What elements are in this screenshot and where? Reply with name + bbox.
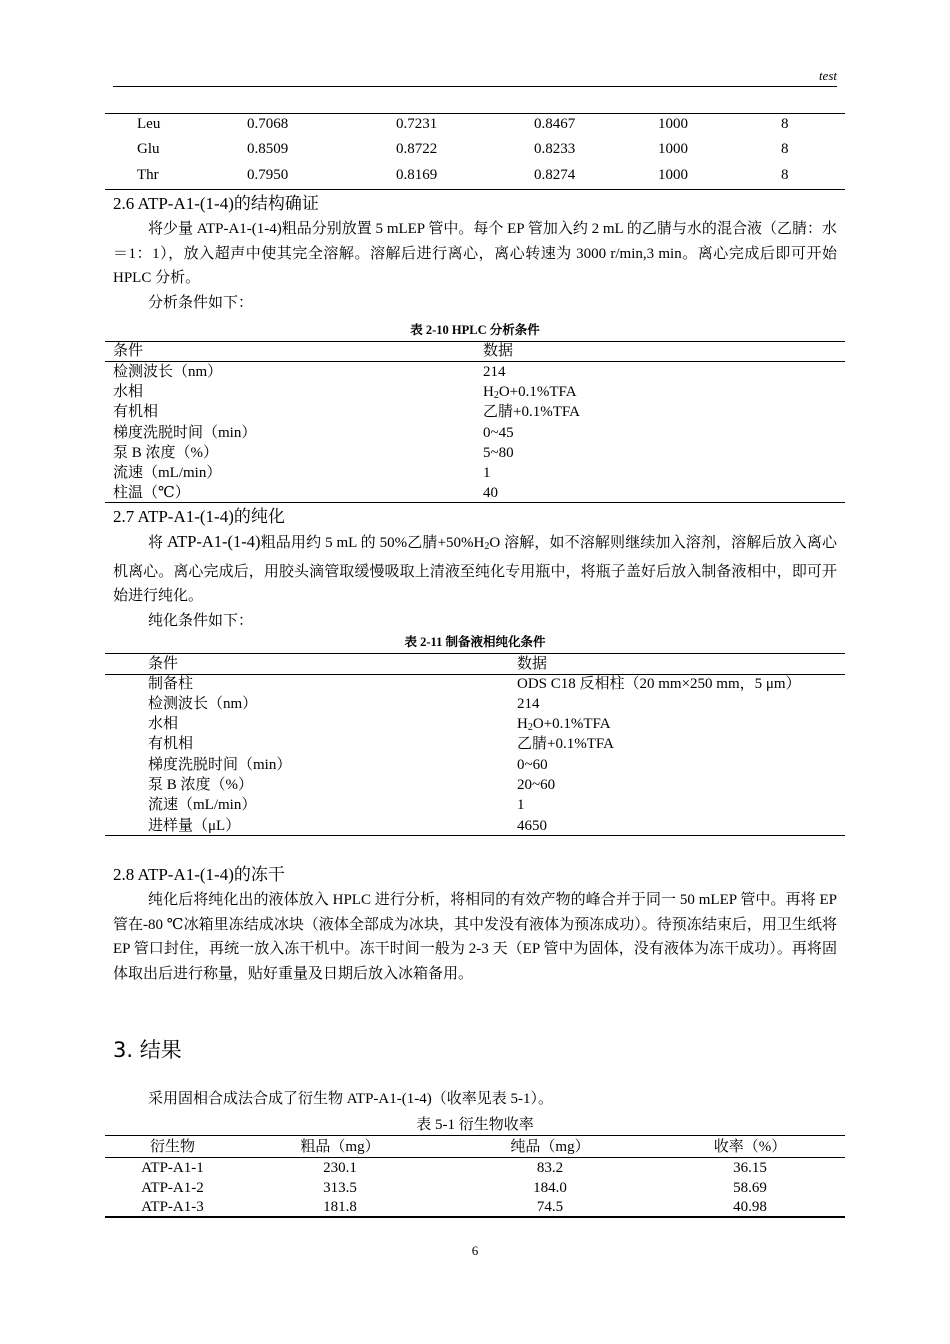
table-header-cell: 收率（%）	[713, 1139, 787, 1155]
page-number: 6	[471, 1243, 479, 1258]
table-cell: 313.5	[323, 1180, 357, 1196]
table-cell: 0.7231	[396, 116, 438, 132]
table-cell: 40.98	[733, 1199, 767, 1215]
table-cell: 乙腈+0.1%TFA	[483, 404, 580, 420]
compound-name: ATP-A1-(1-4)	[167, 532, 261, 551]
table-cell: 83.2	[536, 1160, 564, 1176]
table-cell: 214	[483, 364, 506, 380]
table-cell: 36.15	[733, 1160, 767, 1176]
table-caption: 表 2-10 HPLC 分析条件	[410, 323, 540, 337]
table-cell: 0~45	[483, 425, 514, 441]
table-cell: 1000	[658, 167, 688, 183]
paragraph: 分析条件如下：	[148, 294, 254, 311]
table-cell: 181.8	[323, 1199, 357, 1215]
section-number: 2.8 ATP-A1-(1-4)	[113, 865, 234, 884]
table-top-rule	[105, 341, 845, 342]
table-cell: 40	[483, 485, 498, 501]
table-cell: 1	[517, 797, 525, 813]
table-cell: 0.8233	[534, 141, 576, 157]
table-header-cell: 条件	[113, 343, 144, 359]
section-heading-3: 3. 结果	[113, 1038, 182, 1062]
section-title: 的结构确证	[233, 194, 319, 214]
table-cell: 梯度洗脱时间（min）	[113, 425, 257, 441]
table-cell: 0.7950	[247, 167, 289, 183]
table-cell: 230.1	[323, 1160, 357, 1176]
table-cell: ATP-A1-2	[141, 1180, 204, 1196]
section-2-8-body	[113, 888, 837, 986]
table-cell: 检测波长（nm）	[113, 364, 223, 380]
table-header-cell: 数据	[517, 656, 548, 672]
table-cell: 0.8274	[534, 167, 576, 183]
table-cell: Thr	[137, 167, 159, 183]
section-heading-2-8	[113, 864, 285, 886]
table-cell: 水相	[148, 716, 179, 732]
table-cell: 有机相	[148, 736, 194, 752]
section-heading-2-6	[113, 193, 319, 215]
table-cell: ATP-A1-1	[141, 1160, 204, 1176]
table-cell: 梯度洗脱时间（min）	[148, 757, 292, 773]
table-cell: 4650	[517, 818, 547, 834]
subscript: 2	[493, 390, 499, 401]
formula-text: O+0.1%TFA	[532, 716, 611, 732]
table-cell: 进样量（μL）	[148, 818, 241, 834]
paragraph: 将少量 ATP-A1-(1-4)粗品分别放置 5 mLEP 管中。每个 EP 管加入约 2 mL 的乙腈与水的混合液（乙腈：水＝1：1），放入超声中使其完全溶解。溶解后进行离心，离心转速为 3000 r/min,3 min。离心完成后即可开始 HPLC 分析。	[113, 221, 837, 286]
table-cell: 检测波长（nm）	[148, 696, 258, 712]
section-number: 2.6 ATP-A1-(1-4)	[113, 194, 234, 213]
table-cell: 柱温（℃）	[113, 485, 190, 501]
section-title: 的冻干	[233, 865, 285, 885]
paragraph: 纯化后将纯化出的液体放入 HPLC 进行分析，将相同的有效产物的峰合并于同一 50 mLEP 管中。再将 EP 管在-80 ℃冰箱里冻结成冰块（液体全部成为冰块，其中发没有液体为预冻成功）。待预冻结束后，用卫生纸将 EP 管口封住，再统一放入冻干机中。冻干时间一般为 2-3 天（EP 管中为固体，没有液体为冻干成功）。再将固体取出后进行称量，贴好重量及日期后放入冰箱备用。	[113, 892, 837, 982]
paragraph: 采用固相合成法合成了衍生物 ATP-A1-(1-4)（收率见表 5-1）。	[148, 1091, 553, 1107]
table-header-cell: 数据	[483, 343, 514, 359]
table-cell: 1000	[658, 116, 688, 132]
table-cell: 0.8467	[534, 116, 576, 132]
table-cell: 制备柱	[148, 676, 194, 692]
table-cell: 水相	[113, 384, 144, 400]
text-run: O 溶解，如不溶解则继续加入溶剂，溶解后放入离心机离心。离心完成后，用胶头滴管取缓慢吸取上清液至纯化专用瓶中，将瓶子盖好后放入制备液相中，即可开始进行纯化。	[113, 535, 837, 604]
paragraph: 纯化条件如下：	[148, 612, 254, 629]
formula-text: H	[517, 716, 528, 732]
header-rule	[113, 86, 837, 87]
table-cell: 1000	[658, 141, 688, 157]
formula-text: O+0.1%TFA	[498, 384, 577, 400]
table-cell: 74.5	[536, 1199, 564, 1215]
table-cell: 214	[517, 696, 540, 712]
table-cell: Leu	[137, 116, 161, 132]
table-bottom-rule	[105, 1216, 845, 1218]
table-cell: ATP-A1-3	[141, 1199, 204, 1215]
text-run: 粗品用约 5 mL 的 50%乙腈+50%H	[260, 535, 485, 551]
table-cell: ODS C18 反相柱（20 mm×250 mm，5 μm）	[517, 676, 801, 692]
table-cell: 0~60	[517, 757, 548, 773]
subscript: 2	[484, 541, 490, 552]
table-header-cell: 纯品（mg）	[510, 1139, 590, 1155]
table-cell: 流速（mL/min）	[148, 797, 257, 813]
table-caption: 表 5-1 衍生物收率	[416, 1117, 534, 1133]
table-cell: 0.7068	[247, 116, 289, 132]
section-2-7-body	[113, 530, 837, 633]
table-bottom-rule	[105, 835, 845, 836]
table-cell: 184.0	[533, 1180, 567, 1196]
section-2-6-body	[113, 217, 837, 315]
paragraph	[113, 530, 837, 609]
table-top-rule	[105, 1135, 845, 1136]
table-cell: 1	[483, 465, 491, 481]
table-cell: 泵 B 浓度（%）	[148, 777, 254, 793]
table-cell: 0.8722	[396, 141, 438, 157]
table-cell: 58.69	[733, 1180, 767, 1196]
table-cell: 8	[781, 141, 789, 157]
table-cell: 乙腈+0.1%TFA	[517, 736, 614, 752]
table-cell: 8	[781, 116, 789, 132]
table-cell: 泵 B 浓度（%）	[113, 445, 219, 461]
table-cell: 0.8169	[396, 167, 438, 183]
table-bottom-rule	[105, 502, 845, 503]
section-3-body	[113, 1087, 837, 1112]
text-run: 将	[148, 535, 168, 551]
section-heading-2-7	[113, 506, 285, 528]
section-title: 的纯化	[233, 507, 285, 527]
table-header-cell: 衍生物	[149, 1139, 195, 1155]
formula-text: H	[483, 384, 494, 400]
running-header: test	[818, 68, 837, 83]
table-cell: 0.8509	[247, 141, 289, 157]
table-top-rule	[105, 653, 845, 654]
table-bottom-rule	[105, 189, 845, 190]
table-cell: 有机相	[113, 404, 159, 420]
table-cell: 20~60	[517, 777, 556, 793]
table-header-cell: 粗品（mg）	[300, 1139, 380, 1155]
subscript: 2	[527, 722, 533, 733]
table-caption: 表 2-11 制备液相纯化条件	[404, 635, 546, 649]
table-cell: 流速（mL/min）	[113, 465, 222, 481]
table-header-cell: 条件	[148, 656, 179, 672]
table-cell: 8	[781, 167, 789, 183]
table-top-rule	[105, 113, 845, 114]
section-number: 2.7 ATP-A1-(1-4)	[113, 507, 234, 526]
table-cell: 5~80	[483, 445, 514, 461]
table-cell: Glu	[137, 141, 160, 157]
